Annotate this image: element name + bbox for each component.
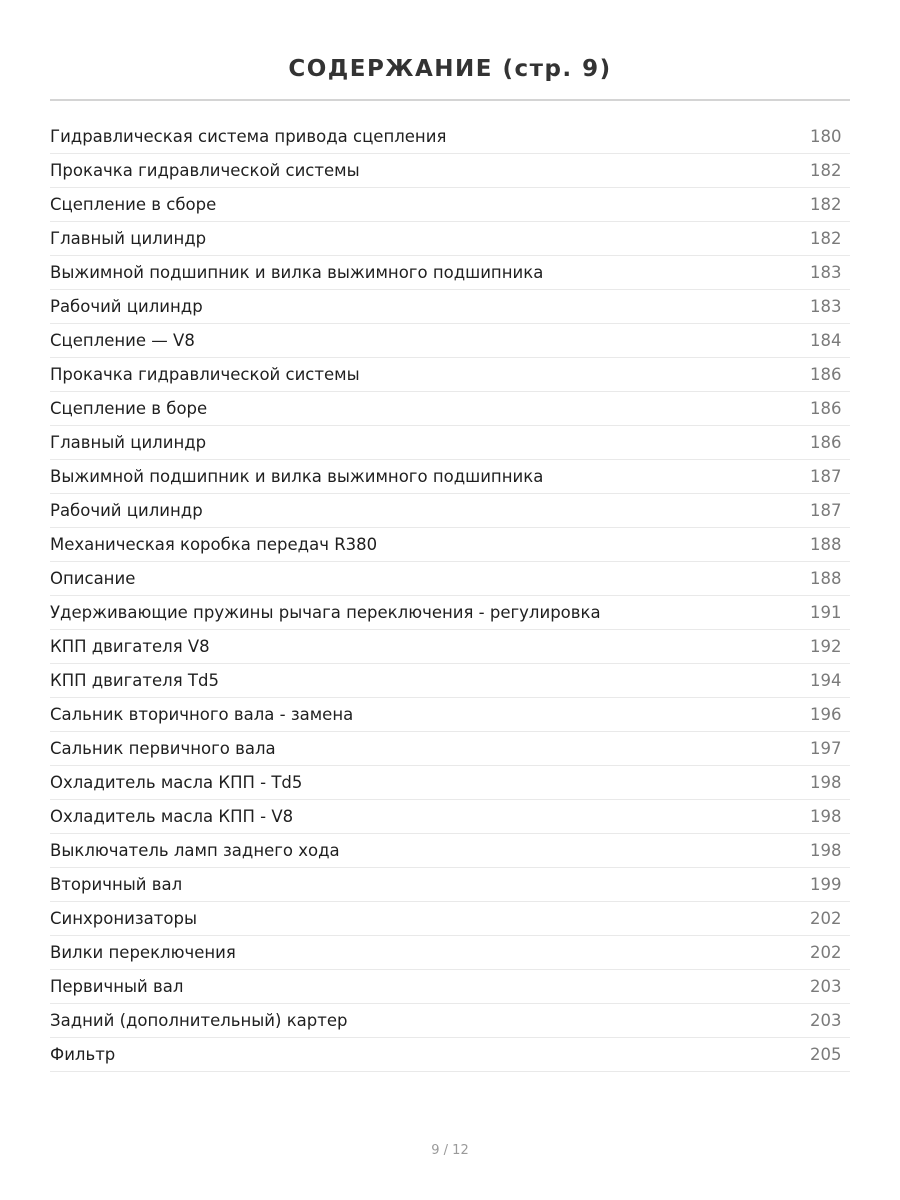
toc-entry-title: Механическая коробка передач R380	[50, 535, 378, 554]
toc-entry-page: 202	[810, 909, 842, 928]
toc-entry[interactable]	[50, 970, 850, 1004]
toc-entry-title: Рабочий цилиндр	[50, 501, 203, 520]
toc-entry[interactable]	[50, 766, 850, 800]
toc-entry-title: Сальник вторичного вала - замена	[50, 705, 354, 724]
toc-entry-title: КПП двигателя Td5	[50, 671, 219, 690]
toc-entry-page: 186	[810, 399, 842, 418]
toc-entry[interactable]	[50, 1004, 850, 1038]
title-divider	[50, 99, 850, 101]
toc-entry-page: 180	[810, 127, 842, 146]
toc-entry-page: 203	[810, 977, 842, 996]
toc-entry-page: 182	[810, 195, 842, 214]
toc-entry-title: Выжимной подшипник и вилка выжимного подшипника	[50, 467, 544, 486]
toc-entry-page: 188	[810, 535, 842, 554]
toc-entry-title: Сцепление в боре	[50, 399, 208, 418]
toc-entry-title: Главный цилиндр	[50, 433, 207, 452]
toc-entry-page: 205	[810, 1045, 842, 1064]
toc-entry[interactable]	[50, 256, 850, 290]
toc-entry-page: 187	[810, 501, 842, 520]
page-number-footer: 9 / 12	[431, 1143, 469, 1158]
toc-entry-page: 197	[810, 739, 842, 758]
toc-entry[interactable]	[50, 868, 850, 902]
toc-entry-page: 198	[810, 807, 842, 826]
toc-entry-title: Задний (дополнительный) картер	[50, 1011, 348, 1030]
toc-entry-page: 184	[810, 331, 842, 350]
toc-entry[interactable]	[50, 154, 850, 188]
toc-entry-page: 182	[810, 161, 842, 180]
toc-entry-title: Удерживающие пружины рычага переключения - регулировка	[50, 603, 601, 622]
toc-entry-title: Охладитель масла КПП - V8	[50, 807, 294, 826]
toc-entry[interactable]	[50, 562, 850, 596]
toc-entry-page: 198	[810, 841, 842, 860]
toc-entry-page: 202	[810, 943, 842, 962]
toc-entry[interactable]	[50, 732, 850, 766]
toc-entry[interactable]	[50, 358, 850, 392]
toc-entry-page: 192	[810, 637, 842, 656]
toc-entry-title: Рабочий цилиндр	[50, 297, 203, 316]
toc-entry-page: 187	[810, 467, 842, 486]
toc-entry[interactable]	[50, 324, 850, 358]
toc-entry-title: КПП двигателя V8	[50, 637, 210, 656]
toc-entry-title: Выжимной подшипник и вилка выжимного подшипника	[50, 263, 544, 282]
page-title: СОДЕРЖАНИЕ (стр. 9)	[288, 56, 612, 83]
toc-entry[interactable]	[50, 1038, 850, 1072]
toc-entry-title: Охладитель масла КПП - Td5	[50, 773, 303, 792]
toc-list	[50, 120, 850, 1072]
toc-entry[interactable]	[50, 426, 850, 460]
toc-entry-title: Сцепление — V8	[50, 331, 195, 350]
toc-entry-page: 186	[810, 365, 842, 384]
toc-entry-title: Синхронизаторы	[50, 909, 197, 928]
toc-entry-page: 198	[810, 773, 842, 792]
toc-entry-page: 186	[810, 433, 842, 452]
toc-entry[interactable]	[50, 120, 850, 154]
toc-entry-title: Сцепление в сборе	[50, 195, 217, 214]
toc-entry[interactable]	[50, 936, 850, 970]
toc-entry[interactable]	[50, 630, 850, 664]
toc-entry-title: Фильтр	[50, 1045, 116, 1064]
toc-entry-page: 199	[810, 875, 842, 894]
toc-entry-page: 191	[810, 603, 842, 622]
toc-entry[interactable]	[50, 188, 850, 222]
toc-entry-page: 196	[810, 705, 842, 724]
toc-entry[interactable]	[50, 596, 850, 630]
toc-entry[interactable]	[50, 460, 850, 494]
toc-entry-page: 188	[810, 569, 842, 588]
toc-entry-title: Выключатель ламп заднего хода	[50, 841, 340, 860]
toc-entry[interactable]	[50, 392, 850, 426]
toc-entry-title: Первичный вал	[50, 977, 184, 996]
toc-entry-title: Сальник первичного вала	[50, 739, 276, 758]
toc-entry-page: 183	[810, 297, 842, 316]
toc-entry-title: Вилки переключения	[50, 943, 236, 962]
toc-entry-title: Прокачка гидравлической системы	[50, 161, 360, 180]
toc-entry[interactable]	[50, 290, 850, 324]
toc-entry[interactable]	[50, 834, 850, 868]
toc-entry-page: 182	[810, 229, 842, 248]
toc-entry[interactable]	[50, 664, 850, 698]
toc-entry[interactable]	[50, 902, 850, 936]
toc-entry-title: Описание	[50, 569, 136, 588]
toc-entry[interactable]	[50, 800, 850, 834]
toc-entry-page: 183	[810, 263, 842, 282]
toc-entry-page: 203	[810, 1011, 842, 1030]
toc-entry-title: Вторичный вал	[50, 875, 183, 894]
toc-entry[interactable]	[50, 528, 850, 562]
toc-entry-page: 194	[810, 671, 842, 690]
toc-entry-title: Гидравлическая система привода сцепления	[50, 127, 447, 146]
toc-entry[interactable]	[50, 494, 850, 528]
toc-entry-title: Прокачка гидравлической системы	[50, 365, 360, 384]
toc-entry-title: Главный цилиндр	[50, 229, 207, 248]
toc-entry[interactable]	[50, 222, 850, 256]
toc-entry[interactable]	[50, 698, 850, 732]
